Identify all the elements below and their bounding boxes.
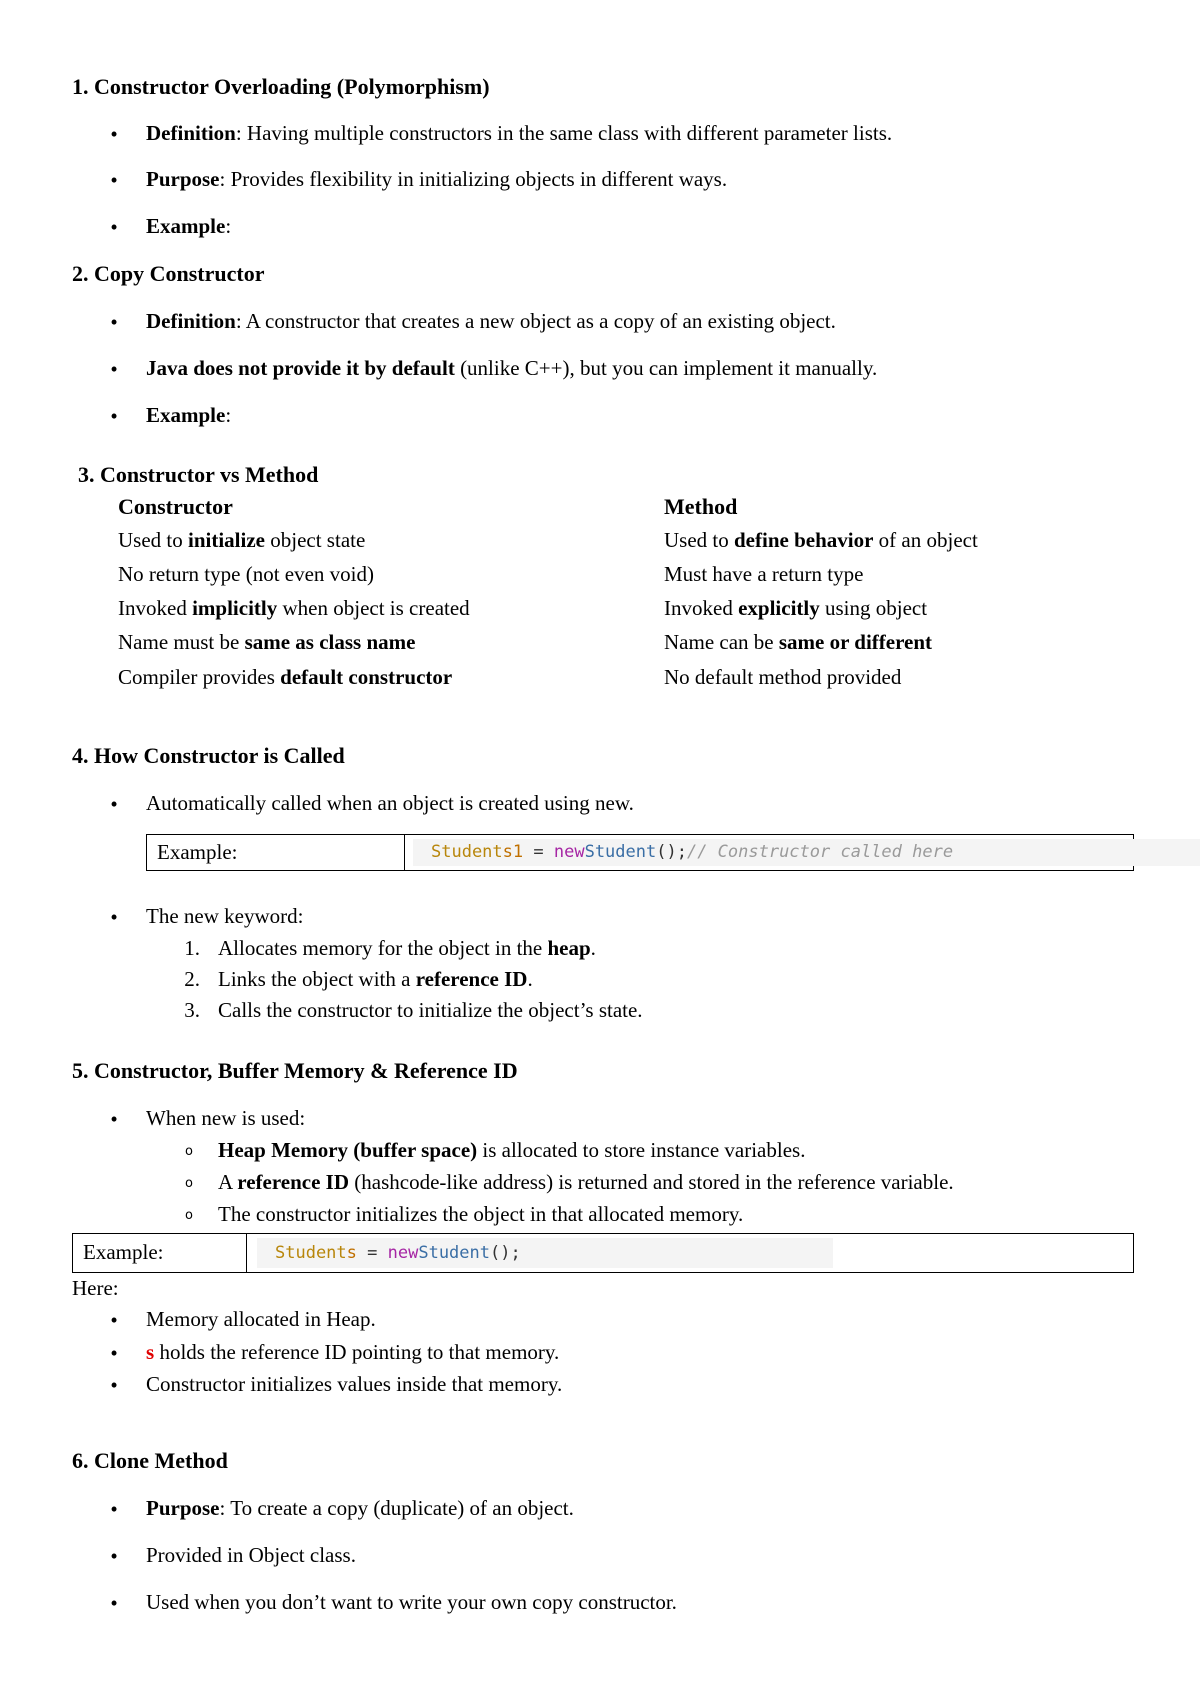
s6-usage: Used when you don’t want to write your own copy constructor.: [146, 1590, 677, 1614]
code-snippet: Student s1 = new Student (); // Constructor called here: [413, 839, 1200, 866]
col-header-method: Method: [664, 494, 738, 519]
code-example-box: [146, 834, 1134, 871]
step-text: Allocates memory for the object in the heap.: [218, 936, 596, 960]
compare-row-method: No default method provided: [664, 665, 902, 689]
section-2-heading: 2. Copy Constructor: [72, 261, 265, 286]
bullet: •: [110, 310, 118, 334]
here-label: Here:: [72, 1276, 119, 1300]
section-5-heading: 5. Constructor, Buffer Memory & Reference ID: [72, 1058, 518, 1083]
bullet: •: [110, 1591, 118, 1615]
bullet: •: [110, 122, 118, 146]
compare-row-method: Used to define behavior of an object: [664, 528, 978, 552]
s5-constructor-init: Constructor initializes values inside that memory.: [146, 1372, 563, 1396]
section-6-heading: 6. Clone Method: [72, 1448, 228, 1473]
bullet: •: [110, 1373, 118, 1397]
s4-auto-called: Automatically called when an object is created using new.: [146, 791, 634, 815]
step-number: 3.: [184, 998, 200, 1022]
compare-row-constructor: No return type (not even void): [118, 562, 375, 586]
s5-ref-holds: s holds the reference ID pointing to that memory.: [146, 1340, 560, 1364]
sub-item: The constructor initializes the object in that allocated memory.: [218, 1202, 744, 1226]
compare-row-constructor: Compiler provides default constructor: [118, 665, 453, 689]
bullet: •: [110, 1341, 118, 1365]
compare-row-method: Name can be same or different: [664, 630, 933, 654]
s4-new-keyword: The new keyword:: [146, 904, 304, 928]
s1-example: Example:: [146, 214, 232, 238]
sub-bullet: o: [185, 1208, 193, 1223]
s2-definition: Definition: A constructor that creates a new object as a copy of an existing object.: [146, 309, 836, 333]
example-label: Example:: [147, 835, 405, 870]
compare-row-constructor: Invoked implicitly when object is created: [118, 596, 470, 620]
compare-row-method: Must have a return type: [664, 562, 864, 586]
step-text: Links the object with a reference ID.: [218, 967, 533, 991]
sub-item: A reference ID (hashcode-like address) is returned and stored in the reference variable.: [218, 1170, 954, 1194]
s6-provided: Provided in Object class.: [146, 1543, 356, 1567]
bullet: •: [110, 404, 118, 428]
bullet: •: [110, 792, 118, 816]
s6-purpose: Purpose: To create a copy (duplicate) of an object.: [146, 1496, 574, 1520]
bullet: •: [110, 215, 118, 239]
code-snippet: Student s = new Student ();: [257, 1238, 833, 1268]
code-example-box: [72, 1233, 1134, 1273]
section-1-heading: 1. Constructor Overloading (Polymorphism): [72, 74, 490, 99]
bullet: •: [110, 357, 118, 381]
bullet: •: [110, 1544, 118, 1568]
s1-purpose: Purpose: Provides flexibility in initializing objects in different ways.: [146, 167, 728, 191]
step-number: 2.: [184, 967, 200, 991]
section-4-heading: 4. How Constructor is Called: [72, 743, 345, 768]
bullet: •: [110, 905, 118, 929]
sub-item: Heap Memory (buffer space) is allocated to store instance variables.: [218, 1138, 806, 1162]
s2-example: Example:: [146, 403, 232, 427]
section-3-heading: 3. Constructor vs Method: [78, 462, 319, 487]
sub-bullet: o: [185, 1176, 193, 1191]
col-header-constructor: Constructor: [118, 494, 233, 519]
compare-row-constructor: Used to initialize object state: [118, 528, 366, 552]
s5-memory-heap: Memory allocated in Heap.: [146, 1307, 376, 1331]
bullet: •: [110, 1107, 118, 1131]
s5-when-new: When new is used:: [146, 1106, 306, 1130]
sub-bullet: o: [185, 1144, 193, 1159]
bullet: •: [110, 168, 118, 192]
example-label: Example:: [73, 1234, 247, 1272]
s2-default-note: Java does not provide it by default (unlike C++), but you can implement it manually.: [146, 356, 878, 380]
step-text: Calls the constructor to initialize the object’s state.: [218, 998, 643, 1022]
step-number: 1.: [184, 936, 200, 960]
bullet: •: [110, 1497, 118, 1521]
compare-row-method: Invoked explicitly using object: [664, 596, 928, 620]
compare-row-constructor: Name must be same as class name: [118, 630, 416, 654]
bullet: •: [110, 1308, 118, 1332]
s1-definition: Definition: Having multiple constructors in the same class with different parameter lists.: [146, 121, 893, 145]
